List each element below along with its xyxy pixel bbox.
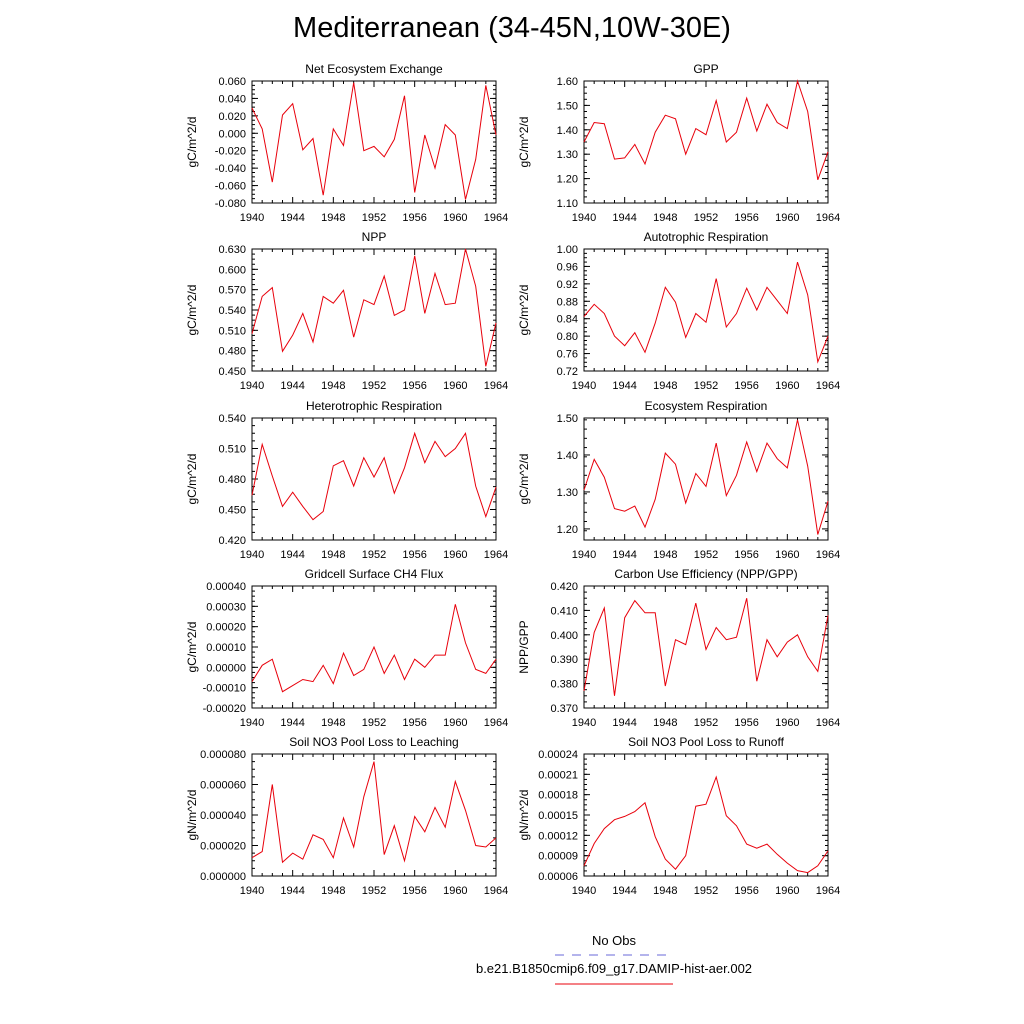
- y-axis-label: gC/m^2/d: [185, 621, 199, 673]
- y-axis-label: gC/m^2/d: [185, 284, 199, 336]
- y-tick-label: 0.370: [550, 703, 578, 715]
- x-tick-label: 1940: [571, 380, 597, 392]
- chart-panel-6: [517, 399, 840, 561]
- x-tick-label: 1944: [280, 885, 305, 897]
- y-tick-label: 0.480: [218, 474, 246, 486]
- y-tick-label: 0.00010: [206, 642, 246, 654]
- chart-panel-7: [185, 567, 508, 729]
- chart-title: Carbon Use Efficiency (NPP/GPP): [614, 567, 798, 581]
- x-tick-label: 1956: [734, 212, 759, 224]
- y-tick-label: 0.510: [218, 325, 246, 338]
- plot-frame: [252, 249, 496, 371]
- x-tick-label: 1960: [443, 717, 468, 729]
- y-tick-label: 0.540: [218, 413, 246, 425]
- y-tick-label: -0.020: [214, 145, 246, 158]
- y-tick-label: 0.00021: [538, 769, 578, 782]
- plot-frame: [584, 418, 828, 540]
- x-tick-label: 1964: [815, 885, 841, 897]
- x-tick-label: 1964: [483, 717, 509, 729]
- y-tick-label: 0.88: [556, 296, 578, 309]
- plot-frame: [252, 81, 496, 203]
- y-tick-label: 0.92: [556, 278, 578, 291]
- y-tick-label: 0.76: [556, 348, 578, 361]
- y-tick-label: 0.00000: [206, 662, 246, 675]
- legend-model-label: b.e21.B1850cmip6.f09_g17.DAMIP-hist-aer.002: [475, 961, 753, 976]
- y-tick-label: 0.480: [218, 345, 246, 358]
- x-tick-label: 1940: [571, 717, 597, 729]
- y-tick-label: 1.40: [556, 449, 578, 462]
- y-tick-label: 0.00012: [538, 830, 578, 843]
- x-tick-label: 1940: [571, 549, 597, 561]
- x-tick-label: 1960: [775, 212, 800, 224]
- y-axis-label: gC/m^2/d: [185, 116, 199, 168]
- x-tick-label: 1960: [443, 212, 468, 224]
- x-tick-label: 1948: [653, 549, 678, 561]
- x-tick-label: 1948: [653, 212, 678, 224]
- y-tick-label: 0.020: [218, 110, 246, 123]
- y-tick-label: -0.040: [214, 163, 246, 176]
- chart-panel-5: [185, 399, 508, 561]
- x-tick-label: 1960: [775, 380, 800, 392]
- x-tick-label: 1964: [815, 212, 841, 224]
- y-tick-label: 0.390: [550, 654, 578, 667]
- x-tick-label: 1952: [693, 549, 719, 561]
- x-tick-label: 1952: [693, 380, 719, 392]
- y-tick-label: 1.60: [556, 76, 578, 88]
- chart-title: NPP: [361, 230, 387, 244]
- y-tick-label: 0.00040: [206, 581, 246, 593]
- x-tick-label: 1964: [483, 212, 509, 224]
- series-line: [252, 604, 496, 691]
- x-tick-label: 1956: [402, 717, 427, 729]
- series-line: [252, 433, 496, 519]
- chart-title: Heterotrophic Respiration: [305, 399, 443, 413]
- x-tick-label: 1952: [361, 885, 387, 897]
- chart-panel-1: [185, 62, 508, 224]
- y-axis-label: gC/m^2/d: [185, 453, 199, 505]
- x-tick-label: 1944: [280, 212, 305, 224]
- series-line: [252, 762, 496, 863]
- chart-panel-9: [185, 735, 508, 897]
- y-tick-label: -0.060: [214, 180, 246, 193]
- x-tick-label: 1940: [571, 212, 597, 224]
- chart-title: Soil NO3 Pool Loss to Runoff: [628, 735, 784, 749]
- y-axis-label: NPP/GPP: [517, 620, 531, 674]
- figure-title: Mediterranean (34-45N,10W-30E): [293, 12, 731, 44]
- y-axis-label: gC/m^2/d: [517, 453, 531, 505]
- x-tick-label: 1944: [280, 717, 305, 729]
- x-tick-label: 1948: [321, 885, 346, 897]
- x-tick-label: 1952: [361, 380, 387, 392]
- x-tick-label: 1964: [815, 549, 841, 561]
- y-tick-label: 1.50: [556, 413, 578, 425]
- y-tick-label: 0.00015: [538, 810, 578, 822]
- x-tick-label: 1952: [361, 717, 387, 729]
- y-tick-label: 1.40: [556, 124, 578, 137]
- x-tick-label: 1956: [402, 885, 427, 897]
- y-tick-label: 0.400: [550, 629, 578, 642]
- chart-panel-2: [517, 62, 840, 224]
- series-line: [584, 777, 828, 873]
- x-tick-label: 1956: [734, 549, 759, 561]
- y-tick-label: 1.10: [556, 198, 578, 210]
- chart-panel-4: [517, 230, 840, 392]
- y-tick-label: 0.00020: [206, 621, 246, 634]
- y-tick-label: 0.410: [550, 605, 578, 618]
- y-axis-label: gN/m^2/d: [517, 789, 531, 841]
- y-tick-label: 0.600: [218, 264, 246, 277]
- chart-panel-3: [185, 230, 508, 392]
- y-tick-label: 0.00006: [538, 871, 578, 883]
- y-tick-label: 0.00018: [538, 789, 578, 802]
- x-tick-label: 1960: [443, 885, 468, 897]
- y-tick-label: 0.000020: [200, 840, 246, 853]
- chart-title: Autotrophic Respiration: [643, 230, 769, 244]
- chart-panel-8: [517, 567, 840, 729]
- x-tick-label: 1960: [775, 885, 800, 897]
- y-tick-label: -0.00020: [202, 703, 246, 715]
- y-tick-label: 0.420: [550, 581, 578, 593]
- x-tick-label: 1964: [815, 717, 841, 729]
- x-tick-label: 1940: [239, 549, 265, 561]
- legend-obs-label: No Obs: [591, 933, 637, 948]
- x-tick-label: 1952: [361, 212, 387, 224]
- series-line: [584, 262, 828, 362]
- chart-title: GPP: [693, 62, 719, 76]
- x-tick-label: 1956: [734, 885, 759, 897]
- series-line: [252, 83, 496, 200]
- chart-panel-10: [517, 735, 840, 897]
- y-tick-label: 0.80: [556, 331, 578, 344]
- x-tick-label: 1952: [693, 885, 719, 897]
- plot-frame: [584, 249, 828, 371]
- series-line: [584, 598, 828, 696]
- y-tick-label: 1.50: [556, 100, 578, 113]
- x-tick-label: 1948: [653, 885, 678, 897]
- y-tick-label: 0.510: [218, 443, 246, 456]
- x-tick-label: 1964: [815, 380, 841, 392]
- y-axis-label: gC/m^2/d: [517, 116, 531, 168]
- series-line: [584, 81, 828, 180]
- chart-title: Net Ecosystem Exchange: [305, 62, 443, 76]
- y-tick-label: 0.00024: [538, 749, 578, 761]
- y-tick-label: 0.00030: [206, 601, 246, 614]
- x-tick-label: 1948: [321, 212, 346, 224]
- y-tick-label: 0.00009: [538, 850, 578, 863]
- y-tick-label: 0.570: [218, 284, 246, 297]
- x-tick-label: 1940: [239, 885, 265, 897]
- x-tick-label: 1964: [483, 885, 509, 897]
- x-tick-label: 1948: [321, 549, 346, 561]
- y-tick-label: 0.84: [556, 313, 578, 326]
- plot-frame: [584, 81, 828, 203]
- x-tick-label: 1948: [653, 717, 678, 729]
- y-axis-label: gC/m^2/d: [517, 284, 531, 336]
- x-tick-label: 1944: [612, 885, 637, 897]
- chart-title: Gridcell Surface CH4 Flux: [304, 567, 444, 581]
- series-line: [584, 420, 828, 535]
- x-tick-label: 1944: [280, 549, 305, 561]
- y-tick-label: 0.380: [550, 678, 578, 691]
- x-tick-label: 1952: [693, 717, 719, 729]
- chart-title: Ecosystem Respiration: [644, 399, 768, 413]
- y-tick-label: 0.96: [556, 261, 578, 274]
- y-tick-label: 1.30: [556, 149, 578, 162]
- y-tick-label: -0.00010: [202, 682, 246, 695]
- x-tick-label: 1952: [693, 212, 719, 224]
- x-tick-label: 1944: [612, 380, 637, 392]
- y-tick-label: 0.450: [218, 504, 246, 517]
- x-tick-label: 1964: [483, 380, 509, 392]
- x-tick-label: 1944: [612, 549, 637, 561]
- y-tick-label: 0.040: [218, 93, 246, 106]
- y-tick-label: 0.000080: [200, 749, 246, 761]
- series-line: [252, 249, 496, 366]
- y-tick-label: 1.00: [556, 244, 578, 256]
- y-tick-label: 0.540: [218, 305, 246, 317]
- y-tick-label: 0.000000: [200, 871, 246, 883]
- x-tick-label: 1940: [239, 380, 265, 392]
- x-tick-label: 1948: [653, 380, 678, 392]
- x-tick-label: 1948: [321, 380, 346, 392]
- x-tick-label: 1952: [361, 549, 387, 561]
- x-tick-label: 1960: [443, 380, 468, 392]
- y-tick-label: 0.000040: [200, 810, 246, 822]
- y-tick-label: 0.630: [218, 244, 246, 256]
- x-tick-label: 1944: [280, 380, 305, 392]
- x-tick-label: 1956: [734, 380, 759, 392]
- y-tick-label: 1.20: [556, 173, 578, 186]
- y-tick-label: 0.420: [218, 535, 246, 547]
- plot-frame: [252, 418, 496, 540]
- x-tick-label: 1956: [402, 549, 427, 561]
- y-tick-label: 1.30: [556, 486, 578, 499]
- plot-frame: [252, 754, 496, 876]
- x-tick-label: 1964: [483, 549, 509, 561]
- chart-title: Soil NO3 Pool Loss to Leaching: [289, 735, 459, 749]
- y-tick-label: 0.000: [218, 128, 246, 141]
- x-tick-label: 1940: [239, 717, 265, 729]
- plot-frame: [584, 754, 828, 876]
- x-tick-label: 1956: [734, 717, 759, 729]
- x-tick-label: 1960: [775, 717, 800, 729]
- y-axis-label: gN/m^2/d: [185, 789, 199, 841]
- y-tick-label: 0.72: [556, 366, 578, 378]
- x-tick-label: 1940: [571, 885, 597, 897]
- y-tick-label: 0.000060: [200, 779, 246, 792]
- y-tick-label: 0.450: [218, 366, 246, 378]
- x-tick-label: 1956: [402, 380, 427, 392]
- x-tick-label: 1944: [612, 717, 637, 729]
- x-tick-label: 1948: [321, 717, 346, 729]
- x-tick-label: 1956: [402, 212, 427, 224]
- x-tick-label: 1960: [775, 549, 800, 561]
- y-tick-label: 1.20: [556, 523, 578, 536]
- x-tick-label: 1960: [443, 549, 468, 561]
- x-tick-label: 1940: [239, 212, 265, 224]
- y-tick-label: -0.080: [214, 198, 246, 210]
- x-tick-label: 1944: [612, 212, 637, 224]
- y-tick-label: 0.060: [218, 76, 246, 88]
